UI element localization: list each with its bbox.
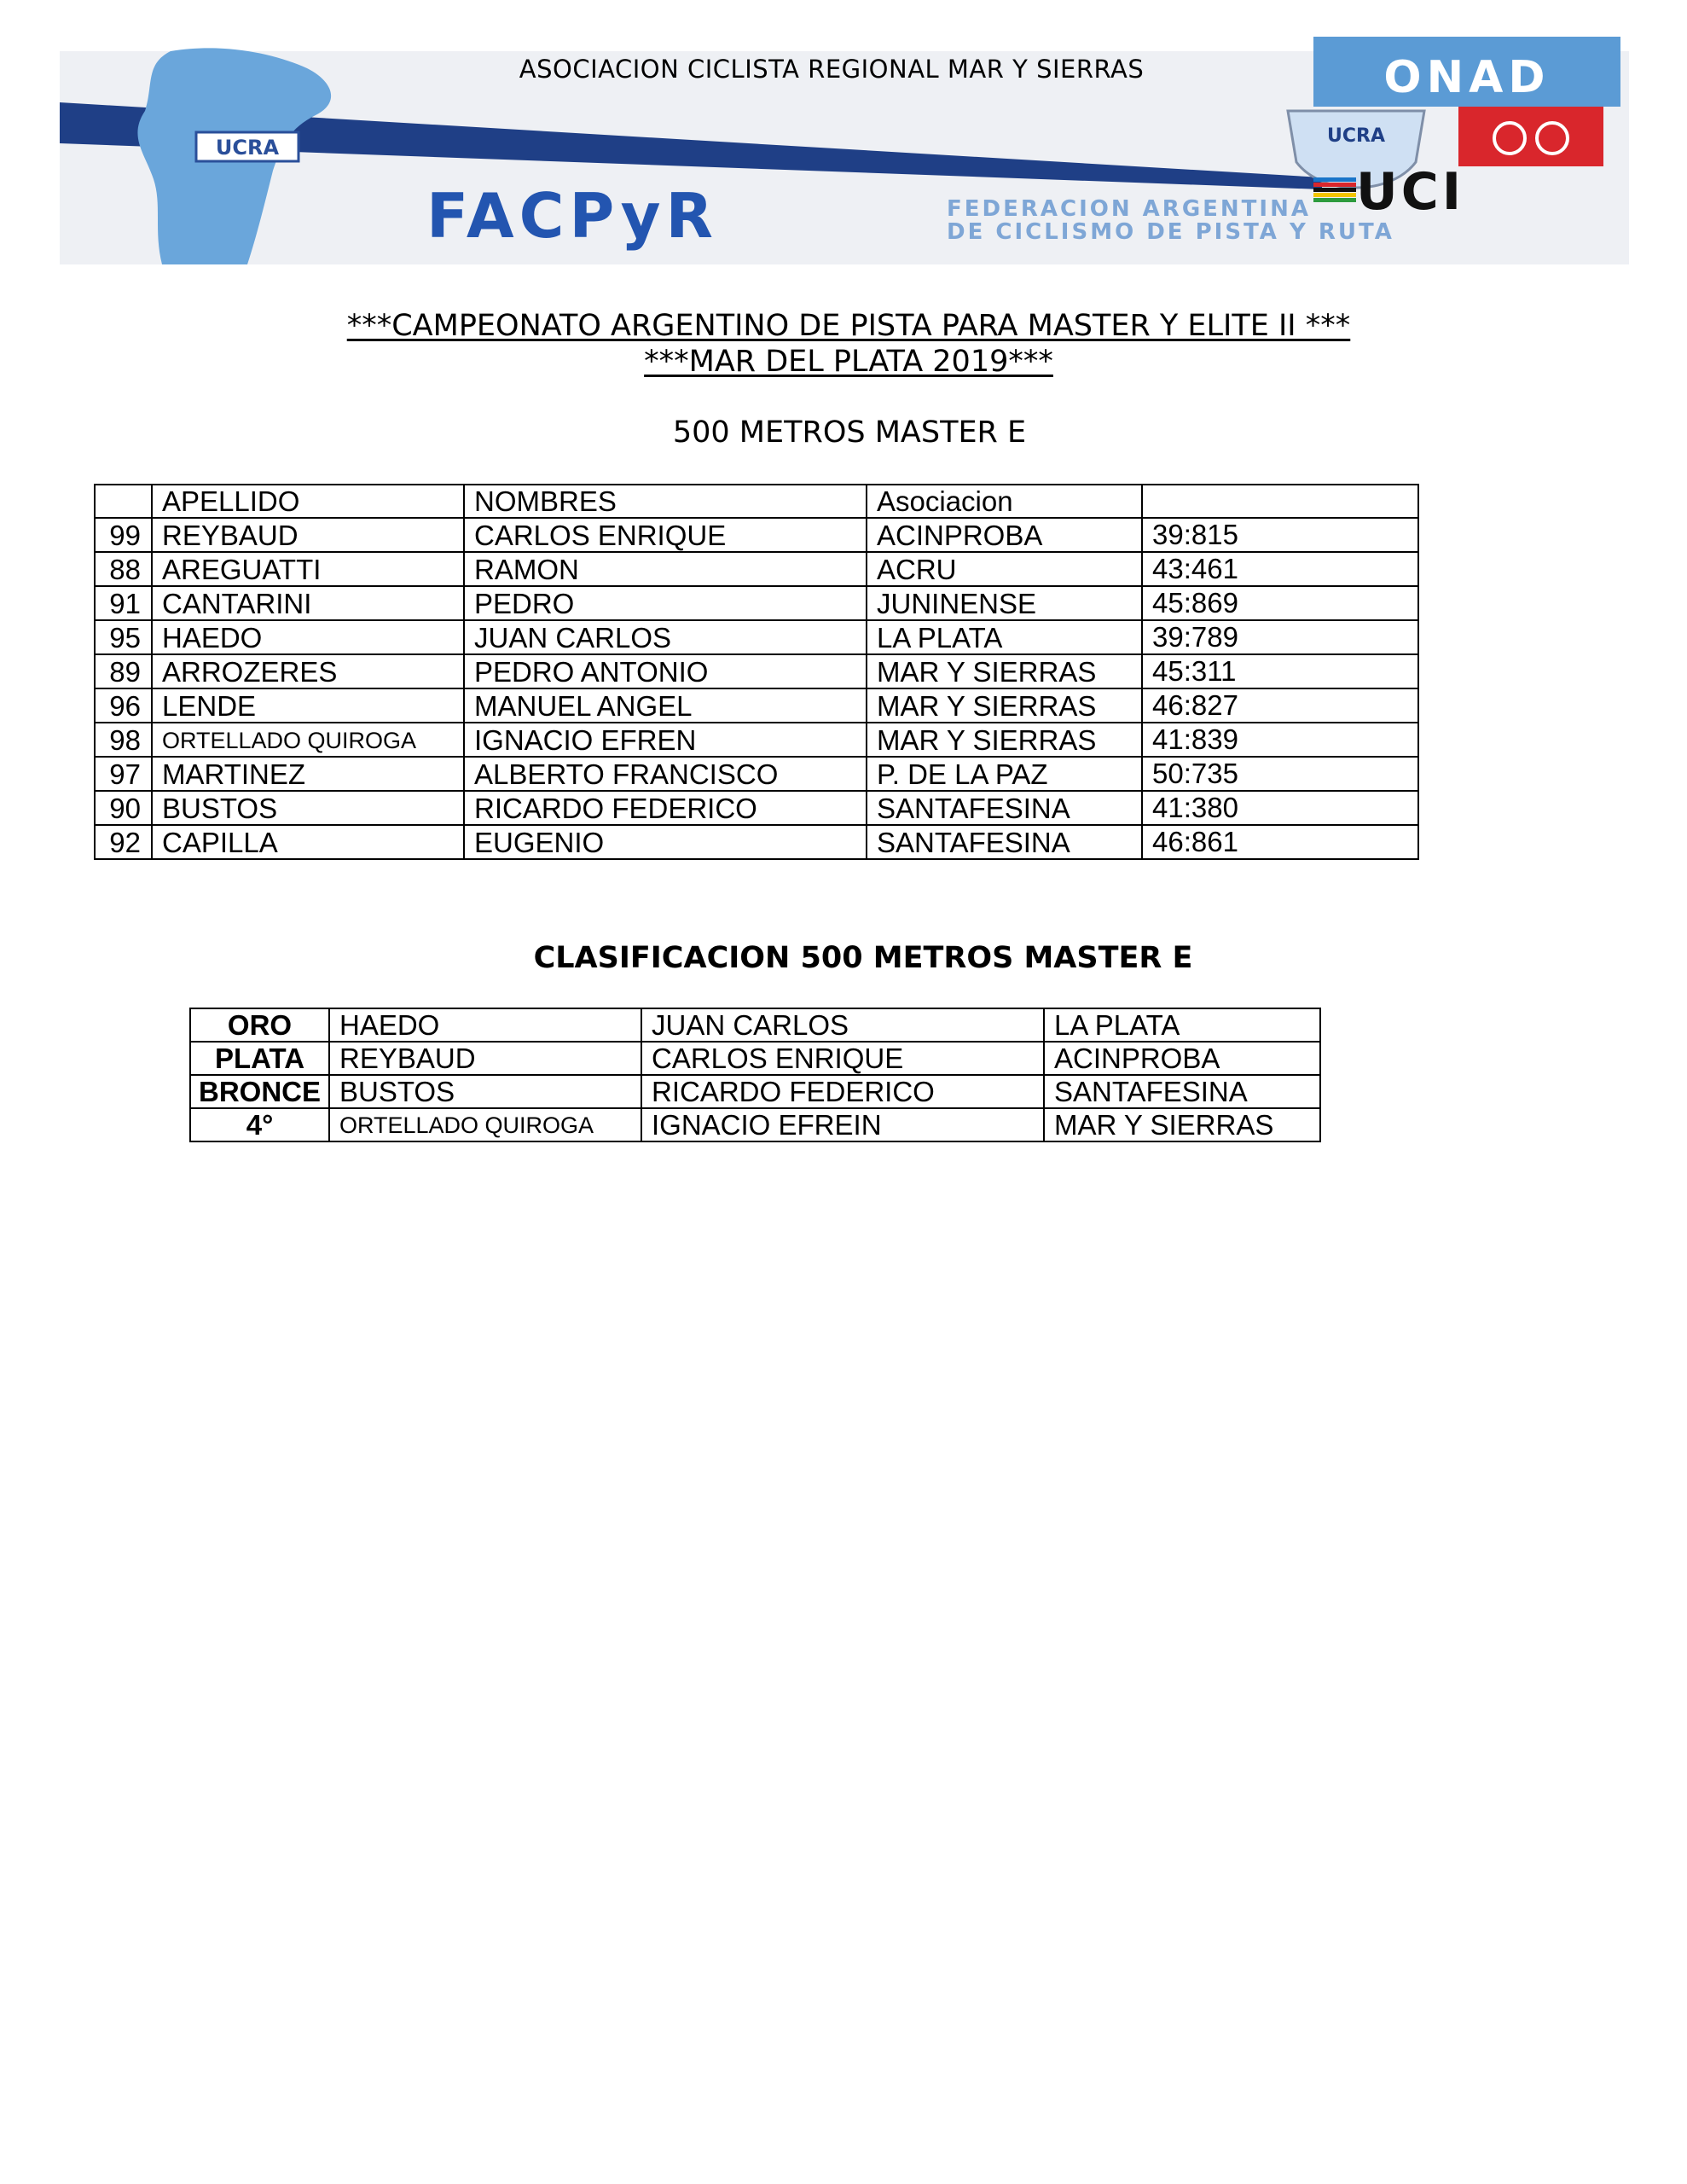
- table-row: [95, 825, 1418, 859]
- ucra-badge-label: UCRA: [1327, 125, 1385, 147]
- rider-number: 88: [95, 552, 152, 586]
- rider-nombres: PEDRO: [464, 586, 867, 620]
- header-number: [95, 485, 152, 518]
- podium-nombres: RICARDO FEDERICO: [641, 1075, 1044, 1108]
- rider-time: 46:861: [1142, 825, 1418, 859]
- rider-apellido: HAEDO: [152, 620, 464, 654]
- table-row: [95, 757, 1418, 791]
- rider-time: 43:461: [1142, 552, 1418, 586]
- podium-nombres: IGNACIO EFREIN: [641, 1108, 1044, 1141]
- rider-apellido: ORTELLADO QUIROGA: [152, 723, 464, 757]
- results-table: [94, 484, 1419, 860]
- rider-number: 98: [95, 723, 152, 757]
- organization-name: ASOCIACION CICLISTA REGIONAL MAR Y SIERRAS: [519, 55, 1145, 84]
- rider-number: 91: [95, 586, 152, 620]
- podium-nombres: CARLOS ENRIQUE: [641, 1042, 1044, 1075]
- place-label: BRONCE: [190, 1075, 329, 1108]
- rider-asociacion: ACINPROBA: [867, 518, 1142, 552]
- uci-logo-text: UCI: [1356, 162, 1465, 222]
- facpyr-line1: FEDERACION ARGENTINA: [947, 196, 1311, 222]
- table-row: [95, 620, 1418, 654]
- rider-asociacion: MAR Y SIERRAS: [867, 723, 1142, 757]
- rider-nombres: RICARDO FEDERICO: [464, 791, 867, 825]
- table-row: [95, 791, 1418, 825]
- rider-time: 50:735: [1142, 757, 1418, 791]
- rider-time: 45:311: [1142, 654, 1418, 688]
- rider-number: 97: [95, 757, 152, 791]
- rider-nombres: EUGENIO: [464, 825, 867, 859]
- rider-nombres: PEDRO ANTONIO: [464, 654, 867, 688]
- table-row: [95, 688, 1418, 723]
- rider-nombres: ALBERTO FRANCISCO: [464, 757, 867, 791]
- rider-nombres: IGNACIO EFREN: [464, 723, 867, 757]
- podium-apellido: ORTELLADO QUIROGA: [329, 1108, 641, 1141]
- header-nombres: NOMBRES: [464, 485, 867, 518]
- table-row: [95, 552, 1418, 586]
- ucra-map-label: UCRA: [215, 136, 280, 160]
- rider-number: 92: [95, 825, 152, 859]
- rider-number: 95: [95, 620, 152, 654]
- event-title: 500 METROS MASTER E: [672, 415, 1027, 450]
- championship-location: ***MAR DEL PLATA 2019***: [644, 345, 1053, 379]
- rider-apellido: AREGUATTI: [152, 552, 464, 586]
- rider-time: 39:789: [1142, 620, 1418, 654]
- rider-asociacion: MAR Y SIERRAS: [867, 688, 1142, 723]
- championship-title: ***CAMPEONATO ARGENTINO DE PISTA PARA MASTER Y ELITE II ***: [346, 309, 1351, 343]
- table-row: [95, 654, 1418, 688]
- place-label: PLATA: [190, 1042, 329, 1075]
- rider-asociacion: LA PLATA: [867, 620, 1142, 654]
- rider-apellido: ARROZERES: [152, 654, 464, 688]
- rider-apellido: REYBAUD: [152, 518, 464, 552]
- place-label: ORO: [190, 1008, 329, 1042]
- rider-time: 45:869: [1142, 586, 1418, 620]
- rider-asociacion: MAR Y SIERRAS: [867, 654, 1142, 688]
- podium-apellido: HAEDO: [329, 1008, 641, 1042]
- rider-time: 41:839: [1142, 723, 1418, 757]
- rider-apellido: MARTINEZ: [152, 757, 464, 791]
- rider-number: 90: [95, 791, 152, 825]
- podium-asociacion: SANTAFESINA: [1044, 1075, 1320, 1108]
- rider-nombres: MANUEL ANGEL: [464, 688, 867, 723]
- rider-asociacion: ACRU: [867, 552, 1142, 586]
- header-tiempo: [1142, 485, 1418, 518]
- podium-row: [190, 1075, 1320, 1108]
- podium-apellido: BUSTOS: [329, 1075, 641, 1108]
- table-row: [95, 723, 1418, 757]
- classification-table: [189, 1008, 1321, 1142]
- facpyr-line2: DE CICLISMO DE PISTA Y RUTA: [947, 219, 1394, 245]
- podium-row: [190, 1042, 1320, 1075]
- table-row: [95, 586, 1418, 620]
- rider-nombres: JUAN CARLOS: [464, 620, 867, 654]
- table-row: [95, 518, 1418, 552]
- podium-apellido: REYBAUD: [329, 1042, 641, 1075]
- rider-asociacion: SANTAFESINA: [867, 825, 1142, 859]
- rider-nombres: CARLOS ENRIQUE: [464, 518, 867, 552]
- rider-number: 99: [95, 518, 152, 552]
- place-label: 4°: [190, 1108, 329, 1141]
- podium-nombres: JUAN CARLOS: [641, 1008, 1044, 1042]
- rider-apellido: CAPILLA: [152, 825, 464, 859]
- rider-apellido: LENDE: [152, 688, 464, 723]
- podium-asociacion: ACINPROBA: [1044, 1042, 1320, 1075]
- rider-apellido: CANTARINI: [152, 586, 464, 620]
- rider-apellido: BUSTOS: [152, 791, 464, 825]
- podium-asociacion: LA PLATA: [1044, 1008, 1320, 1042]
- rider-time: 39:815: [1142, 518, 1418, 552]
- rider-asociacion: P. DE LA PAZ: [867, 757, 1142, 791]
- onad-logo-text: ONAD: [1383, 52, 1551, 103]
- facpyr-logo-text: FACPyR: [426, 180, 718, 252]
- rider-asociacion: SANTAFESINA: [867, 791, 1142, 825]
- podium-asociacion: MAR Y SIERRAS: [1044, 1108, 1320, 1141]
- results-header-row: [95, 485, 1418, 518]
- rider-nombres: RAMON: [464, 552, 867, 586]
- rider-asociacion: JUNINENSE: [867, 586, 1142, 620]
- classification-title: CLASIFICACION 500 METROS MASTER E: [533, 941, 1193, 975]
- podium-row: [190, 1108, 1320, 1141]
- header-apellido: APELLIDO: [152, 485, 464, 518]
- rider-number: 96: [95, 688, 152, 723]
- cycling-emblem-icon: [1458, 107, 1603, 166]
- rider-time: 46:827: [1142, 688, 1418, 723]
- header-asociacion: Asociacion: [867, 485, 1142, 518]
- rider-number: 89: [95, 654, 152, 688]
- podium-row: [190, 1008, 1320, 1042]
- rider-time: 41:380: [1142, 791, 1418, 825]
